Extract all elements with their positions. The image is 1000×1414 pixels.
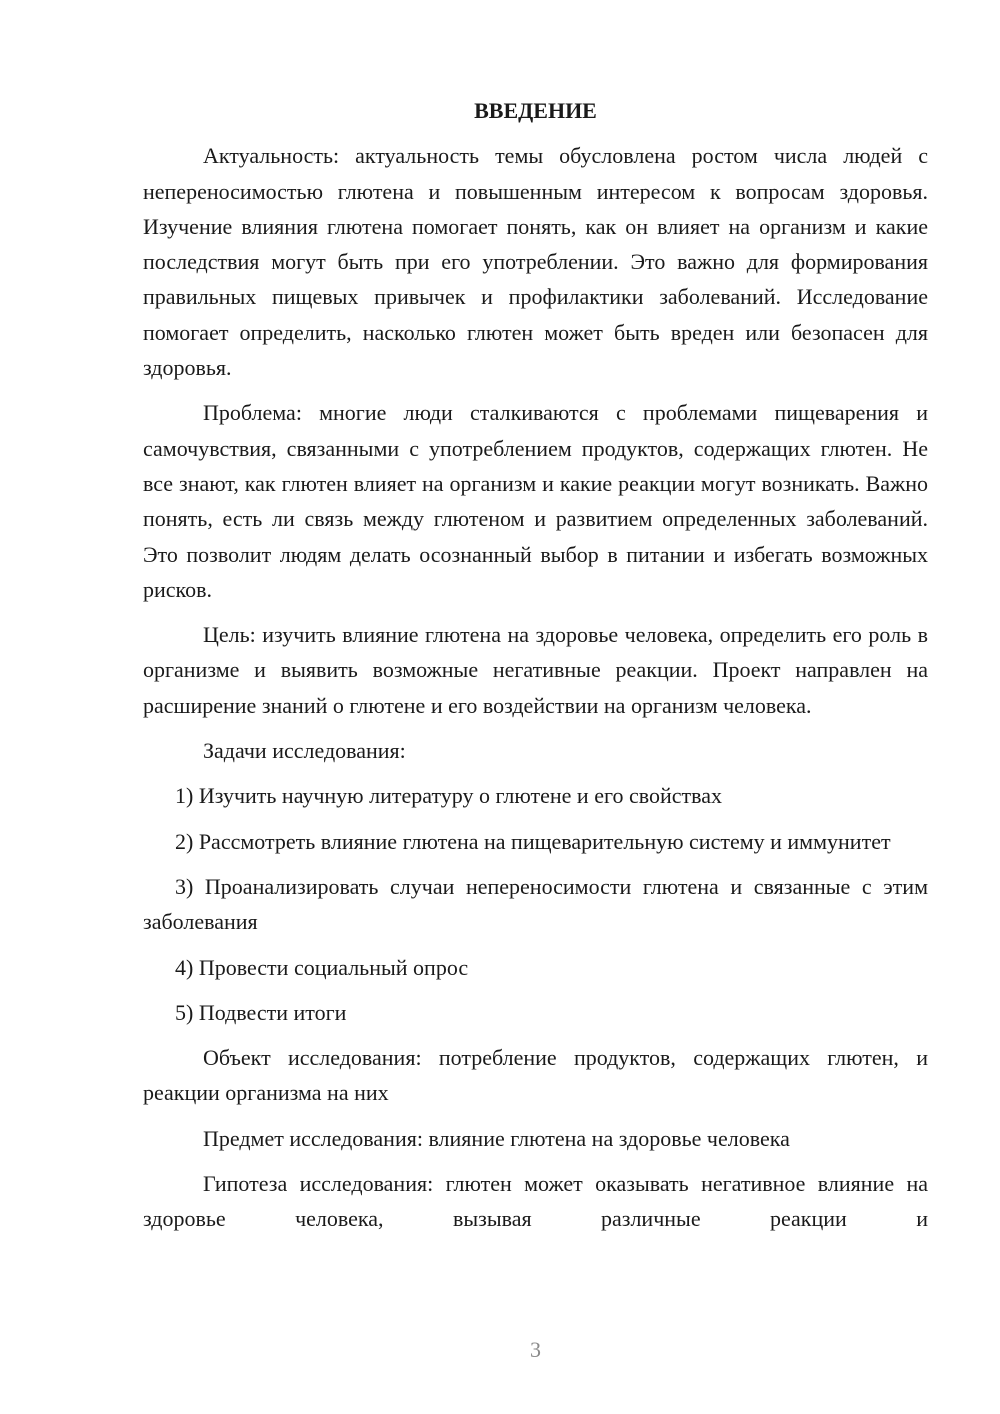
paragraph-object: Объект исследования: потребление продуктов, содержащих глютен, и реакции организма на них (143, 1045, 928, 1106)
paragraph-subject: Предмет исследования: влияние глютена на здоровье человека (203, 1125, 790, 1151)
list-item-task-4: 4) Провести социальный опрос (175, 954, 469, 980)
list-item-task-1: 1) Изучить научную литературу о глютене и его свойствах (175, 783, 722, 809)
paragraph-hypothesis: Гипотеза исследования: глютен может оказывать негативное влияние на здоровье человека, вызывая различные реакции и (143, 1171, 928, 1232)
paragraph-tasks-heading: Задачи исследования: (203, 738, 406, 764)
paragraph-goal: Цель: изучить влияние глютена на здоровье человека, определить его роль в организме и выявить возможные негативные реакции. Проект направлен на расширение знаний о глютене и его воздействии на организм человека. (143, 622, 928, 718)
page-title: ВВЕДЕНИЕ (474, 98, 597, 123)
page-number: 3 (530, 1337, 541, 1362)
list-item-task-2: 2) Рассмотреть влияние глютена на пищеварительную систему и иммунитет (175, 828, 891, 854)
list-item-task-3: 3) Проанализировать случаи непереносимости глютена и связанные с этим заболевания (143, 873, 928, 935)
list-item-task-5: 5) Подвести итоги (175, 999, 347, 1025)
paragraph-problem: Проблема: многие люди сталкиваются с проблемами пищеварения и самочувствия, связанными с употреблением продуктов, содержащих глютен. Не все знают, как глютен влияет на организм и какие реакции могут возникать. Важно понять, есть ли связь между глютеном и развитием определенных заболеваний. Это позволит людям делать осознанный выбор в питании и избегать возможных рисков. (143, 400, 928, 602)
paragraph-relevance: Актуальность: актуальность темы обусловлена ростом числа людей с непереносимостью глютена и повышенным интересом к вопросам здоровья. Изучение влияния глютена помогает понять, как он влияет на организм и какие последствия могут быть при его употреблении. Это важно для формирования правильных пищевых привычек и профилактики заболеваний. Исследование помогает определить, насколько глютен может быть вреден или безопасен для здоровья. (143, 143, 928, 381)
